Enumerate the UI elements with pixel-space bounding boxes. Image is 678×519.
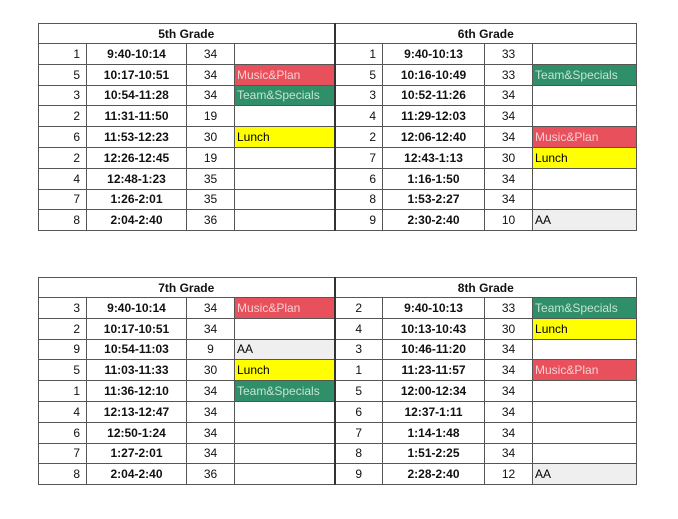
time-cell: 11:03-11:33: [87, 360, 187, 381]
activity-cell: Lunch: [235, 127, 335, 148]
time-cell: 2:28-2:40: [383, 464, 485, 485]
period-cell: 2: [335, 298, 383, 319]
period-cell: 4: [39, 401, 87, 422]
period-cell: 2: [39, 106, 87, 127]
activity-cell: Lunch: [533, 147, 637, 168]
minutes-cell: 34: [485, 381, 533, 402]
time-cell: 10:54-11:03: [87, 339, 187, 360]
minutes-cell: 34: [485, 189, 533, 210]
minutes-cell: 33: [485, 64, 533, 85]
period-cell: 4: [335, 318, 383, 339]
table-row: [39, 147, 637, 168]
time-cell: 12:50-1:24: [87, 422, 187, 443]
minutes-cell: 30: [187, 360, 235, 381]
minutes-cell: 35: [187, 168, 235, 189]
time-cell: 10:17-10:51: [87, 318, 187, 339]
minutes-cell: 34: [485, 422, 533, 443]
table-row: [39, 106, 637, 127]
time-cell: 10:46-11:20: [383, 339, 485, 360]
table-row: [39, 381, 637, 402]
table-row: [39, 85, 637, 106]
period-cell: 6: [39, 127, 87, 148]
activity-cell: [533, 189, 637, 210]
minutes-cell: 33: [485, 298, 533, 319]
period-cell: 3: [335, 339, 383, 360]
activity-cell: [235, 401, 335, 422]
activity-cell: [533, 106, 637, 127]
time-cell: 10:52-11:26: [383, 85, 485, 106]
grade-title: 7th Grade: [39, 278, 335, 298]
period-cell: 1: [335, 44, 383, 65]
minutes-cell: 10: [485, 210, 533, 231]
table-row: [39, 464, 637, 485]
time-cell: 12:26-12:45: [87, 147, 187, 168]
period-cell: 2: [335, 127, 383, 148]
schedule-table-top: [38, 23, 637, 231]
minutes-cell: 34: [485, 443, 533, 464]
table-row: [39, 422, 637, 443]
time-cell: 9:40-10:13: [383, 44, 485, 65]
minutes-cell: 33: [485, 44, 533, 65]
grade-title: 5th Grade: [39, 24, 335, 44]
minutes-cell: 36: [187, 210, 235, 231]
table-row: [39, 127, 637, 148]
time-cell: 10:16-10:49: [383, 64, 485, 85]
period-cell: 7: [39, 189, 87, 210]
grade-title: 6th Grade: [335, 24, 637, 44]
activity-cell: [533, 401, 637, 422]
period-cell: 3: [335, 85, 383, 106]
time-cell: 12:00-12:34: [383, 381, 485, 402]
time-cell: 1:53-2:27: [383, 189, 485, 210]
period-cell: 5: [335, 381, 383, 402]
time-cell: 12:43-1:13: [383, 147, 485, 168]
time-cell: 10:13-10:43: [383, 318, 485, 339]
minutes-cell: 34: [187, 443, 235, 464]
activity-cell: [235, 168, 335, 189]
activity-cell: Lunch: [533, 318, 637, 339]
activity-cell: [235, 106, 335, 127]
period-cell: 2: [39, 147, 87, 168]
period-cell: 3: [39, 298, 87, 319]
activity-cell: AA: [533, 464, 637, 485]
minutes-cell: 34: [187, 64, 235, 85]
activity-cell: Music&Plan: [235, 298, 335, 319]
minutes-cell: 12: [485, 464, 533, 485]
period-cell: 5: [39, 360, 87, 381]
time-cell: 2:04-2:40: [87, 464, 187, 485]
time-cell: 12:06-12:40: [383, 127, 485, 148]
period-cell: 7: [335, 422, 383, 443]
minutes-cell: 34: [485, 168, 533, 189]
grade-title-row: [39, 24, 637, 44]
minutes-cell: 36: [187, 464, 235, 485]
period-cell: 8: [335, 443, 383, 464]
time-cell: 1:26-2:01: [87, 189, 187, 210]
minutes-cell: 34: [187, 85, 235, 106]
time-cell: 12:48-1:23: [87, 168, 187, 189]
time-cell: 12:13-12:47: [87, 401, 187, 422]
table-row: [39, 339, 637, 360]
minutes-cell: 19: [187, 106, 235, 127]
minutes-cell: 34: [187, 422, 235, 443]
activity-cell: Team&Specials: [533, 64, 637, 85]
activity-cell: [235, 147, 335, 168]
activity-cell: [235, 189, 335, 210]
period-cell: 8: [335, 189, 383, 210]
activity-cell: [533, 168, 637, 189]
table-row: [39, 168, 637, 189]
grade-title-row: [39, 278, 637, 298]
period-cell: 7: [335, 147, 383, 168]
minutes-cell: 34: [187, 401, 235, 422]
activity-cell: Music&Plan: [235, 64, 335, 85]
activity-cell: Lunch: [235, 360, 335, 381]
table-row: [39, 360, 637, 381]
activity-cell: [235, 464, 335, 485]
period-cell: 4: [39, 168, 87, 189]
minutes-cell: 34: [485, 339, 533, 360]
time-cell: 12:37-1:11: [383, 401, 485, 422]
minutes-cell: 30: [187, 127, 235, 148]
activity-cell: [235, 44, 335, 65]
period-cell: 9: [335, 210, 383, 231]
minutes-cell: 34: [187, 318, 235, 339]
minutes-cell: 34: [485, 85, 533, 106]
minutes-cell: 30: [485, 147, 533, 168]
minutes-cell: 9: [187, 339, 235, 360]
activity-cell: [533, 381, 637, 402]
table-row: [39, 401, 637, 422]
period-cell: 8: [39, 210, 87, 231]
activity-cell: [235, 422, 335, 443]
period-cell: 9: [335, 464, 383, 485]
minutes-cell: 19: [187, 147, 235, 168]
activity-cell: [533, 44, 637, 65]
minutes-cell: 35: [187, 189, 235, 210]
activity-cell: AA: [533, 210, 637, 231]
time-cell: 9:40-10:14: [87, 298, 187, 319]
activity-cell: [533, 339, 637, 360]
period-cell: 6: [39, 422, 87, 443]
table-row: [39, 64, 637, 85]
table-row: [39, 318, 637, 339]
table-row: [39, 443, 637, 464]
time-cell: 11:23-11:57: [383, 360, 485, 381]
time-cell: 11:53-12:23: [87, 127, 187, 148]
period-cell: 4: [335, 106, 383, 127]
activity-cell: AA: [235, 339, 335, 360]
period-cell: 3: [39, 85, 87, 106]
minutes-cell: 34: [485, 360, 533, 381]
time-cell: 9:40-10:14: [87, 44, 187, 65]
minutes-cell: 34: [187, 44, 235, 65]
schedule-table-bottom: [38, 277, 637, 485]
table-row: [39, 189, 637, 210]
period-cell: 1: [39, 381, 87, 402]
activity-cell: Team&Specials: [533, 298, 637, 319]
time-cell: 1:27-2:01: [87, 443, 187, 464]
activity-cell: Music&Plan: [533, 360, 637, 381]
minutes-cell: 34: [485, 127, 533, 148]
activity-cell: [235, 318, 335, 339]
time-cell: 1:14-1:48: [383, 422, 485, 443]
period-cell: 9: [39, 339, 87, 360]
activity-cell: Music&Plan: [533, 127, 637, 148]
time-cell: 11:31-11:50: [87, 106, 187, 127]
time-cell: 2:30-2:40: [383, 210, 485, 231]
activity-cell: [235, 443, 335, 464]
period-cell: 7: [39, 443, 87, 464]
activity-cell: [533, 422, 637, 443]
time-cell: 11:29-12:03: [383, 106, 485, 127]
activity-cell: [235, 210, 335, 231]
period-cell: 1: [39, 44, 87, 65]
period-cell: 5: [39, 64, 87, 85]
minutes-cell: 30: [485, 318, 533, 339]
minutes-cell: 34: [187, 298, 235, 319]
period-cell: 6: [335, 168, 383, 189]
minutes-cell: 34: [485, 106, 533, 127]
activity-cell: Team&Specials: [235, 381, 335, 402]
period-cell: 6: [335, 401, 383, 422]
table-row: [39, 210, 637, 231]
activity-cell: [533, 443, 637, 464]
minutes-cell: 34: [485, 401, 533, 422]
time-cell: 10:54-11:28: [87, 85, 187, 106]
time-cell: 11:36-12:10: [87, 381, 187, 402]
period-cell: 5: [335, 64, 383, 85]
table-row: [39, 298, 637, 319]
period-cell: 1: [335, 360, 383, 381]
time-cell: 9:40-10:13: [383, 298, 485, 319]
grade-title: 8th Grade: [335, 278, 637, 298]
period-cell: 8: [39, 464, 87, 485]
period-cell: 2: [39, 318, 87, 339]
time-cell: 1:16-1:50: [383, 168, 485, 189]
time-cell: 2:04-2:40: [87, 210, 187, 231]
activity-cell: [533, 85, 637, 106]
activity-cell: Team&Specials: [235, 85, 335, 106]
minutes-cell: 34: [187, 381, 235, 402]
time-cell: 1:51-2:25: [383, 443, 485, 464]
time-cell: 10:17-10:51: [87, 64, 187, 85]
table-row: [39, 44, 637, 65]
